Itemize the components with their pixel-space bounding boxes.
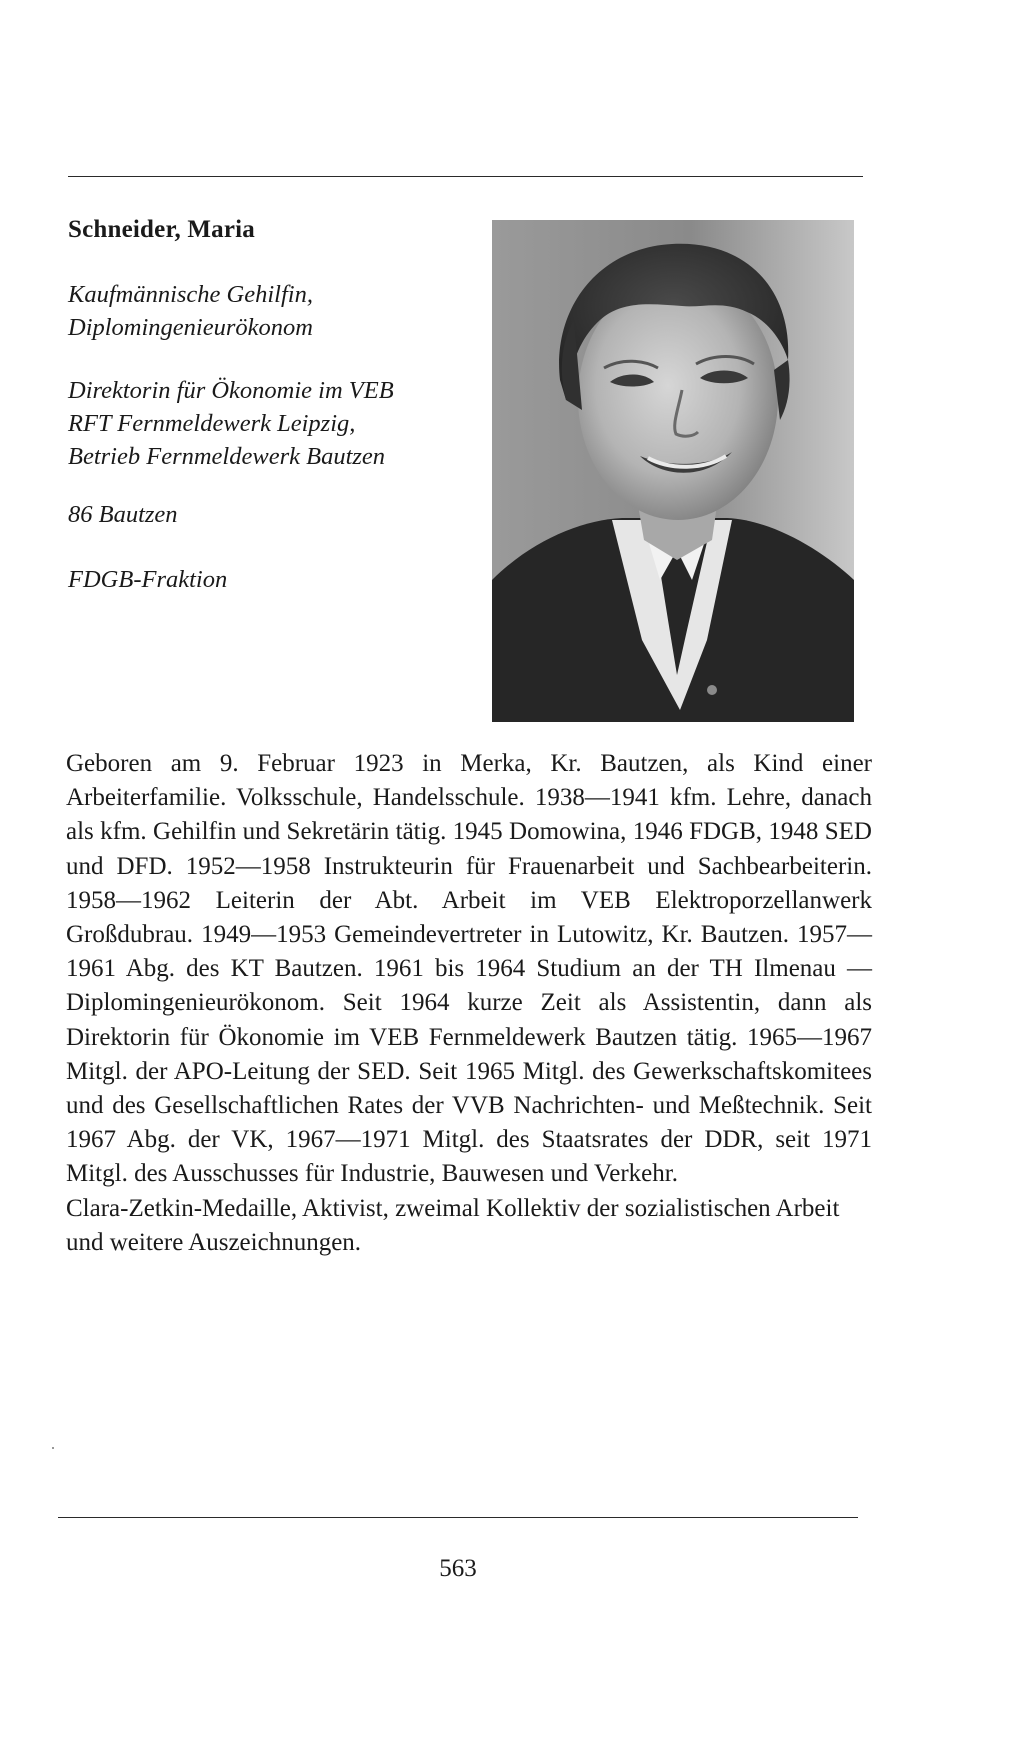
portrait-photo xyxy=(492,220,854,722)
biography-text: Geboren am 9. Februar 1923 in Merka, Kr. Bautzen, als Kind einer Arbeiterfamilie. Volksschule, Handelsschule. 1938—1941 kfm. Lehre, danach als kfm. Gehilfin und Sekretärin tätig. 1945 Domowina, 1946 FDGB, 1948 SED und DFD. 1952—1958 Instrukteurin für Frauenarbeit und Sachbearbeiterin. 1958—1962 Leiterin der Abt. Arbeit im VEB Elektroporzellanwerk Großdubrau. 1949—1953 Gemeindevertreter in Lutowitz, Kr. Bautzen. 1957—1961 Abg. des KT Bautzen. 1961 bis 1964 Studium an der TH Ilmenau — Diplomingenieurökonom. Seit 1964 kurze Zeit als Assistentin, dann als Direktorin für Ökonomie im VEB Fernmeldewerk Bautzen tätig. 1965—1967 Mitgl. der APO-Leitung der SED. Seit 1965 Mitgl. des Gewerkschaftskomitees und des Gesellschaftlichen Rates der VVB Nachrichten- und Meßtechnik. Seit 1967 Abg. der VK, 1967—1971 Mitgl. des Staatsrates der DDR, seit 1971 Mitgl. des Ausschusses für Industrie, Bauwesen und Verkehr. xyxy=(66,750,872,1188)
position-line: Direktorin für Ökonomie im VEB xyxy=(68,377,394,404)
page-number: 563 xyxy=(439,1555,477,1582)
person-name: Schneider, Maria xyxy=(68,216,255,243)
position-line: Betrieb Fernmeldewerk Bautzen xyxy=(68,443,386,470)
top-rule xyxy=(68,176,863,177)
profession-line: Diplomingenieurökonom xyxy=(68,314,313,341)
awards-text: Clara-Zetkin-Medaille, Aktivist, zweimal Kollektiv der sozialistischen Arbeit und weitere Auszeichnungen. xyxy=(66,1194,840,1256)
profession-line: Kaufmännische Gehilfin, xyxy=(68,281,313,308)
bottom-rule xyxy=(58,1517,858,1518)
position-line: RFT Fernmeldewerk Leipzig, xyxy=(68,410,356,437)
position-block xyxy=(68,374,488,473)
constituency: 86 Bautzen xyxy=(68,501,178,528)
faction: FDGB-Fraktion xyxy=(68,566,228,593)
profession-block xyxy=(68,278,488,344)
biography xyxy=(66,747,872,1260)
scan-speck xyxy=(52,1447,54,1449)
